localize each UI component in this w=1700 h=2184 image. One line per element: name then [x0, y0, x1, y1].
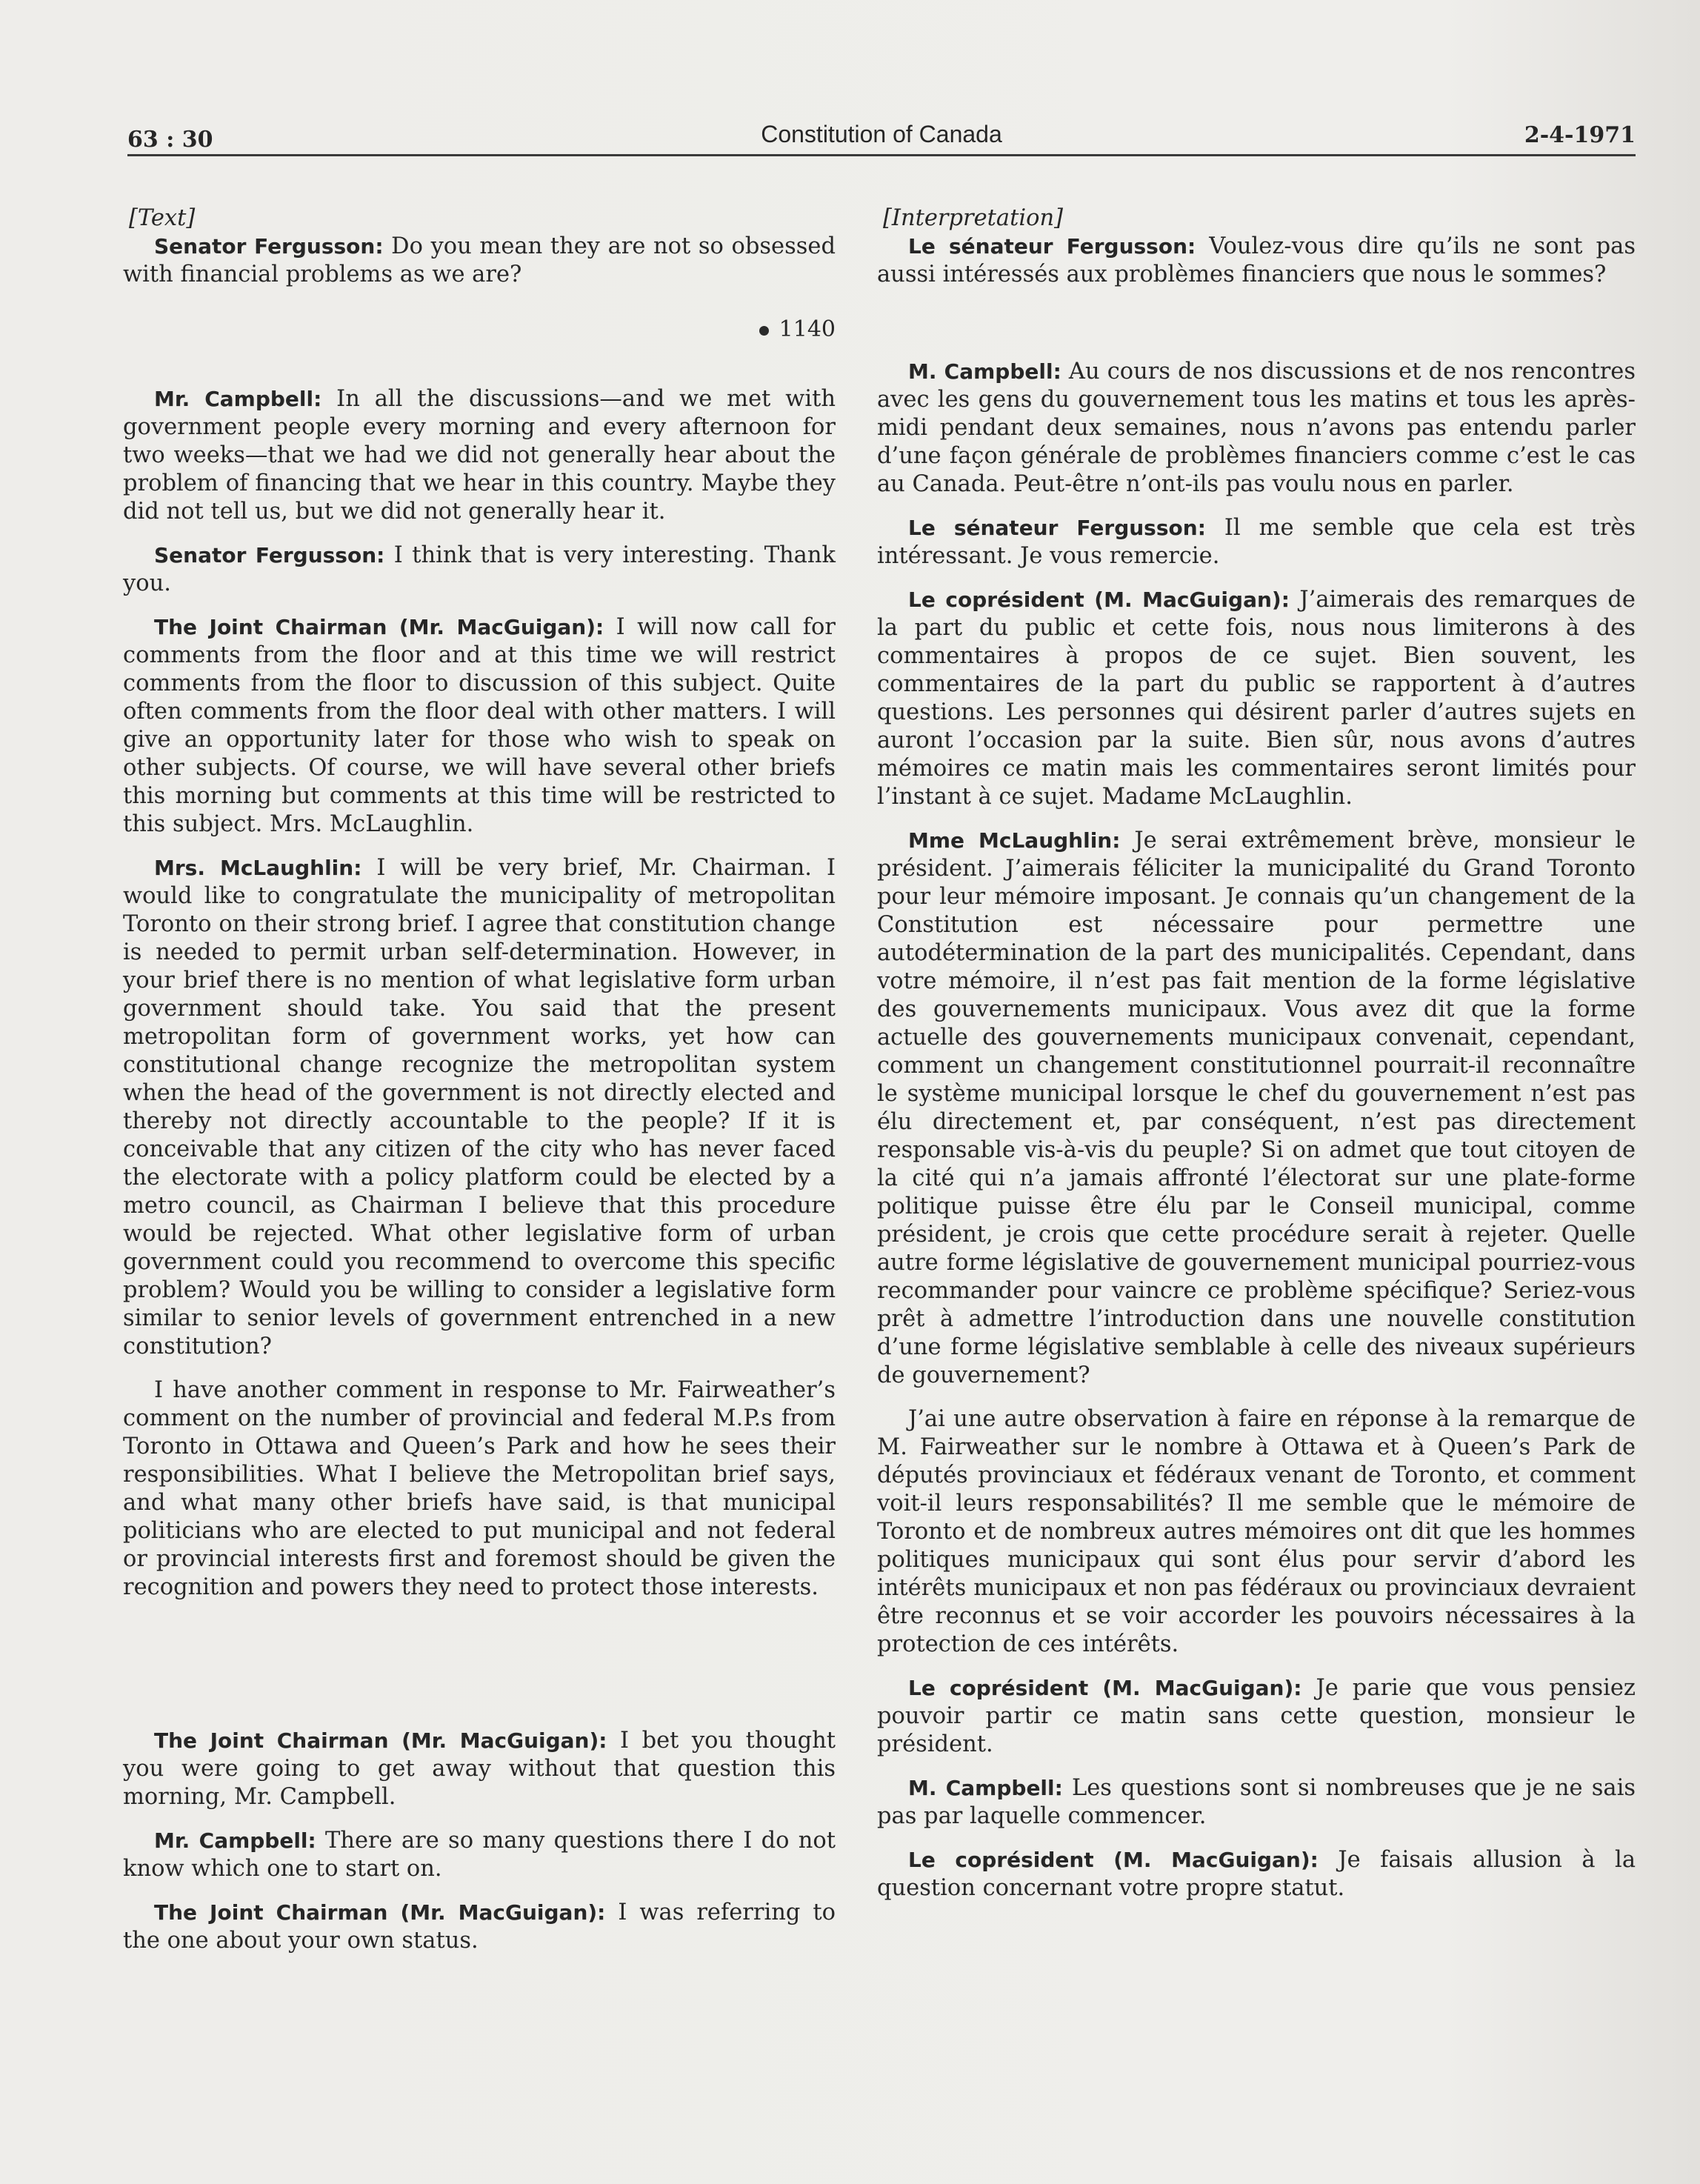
speech-paragraph — [877, 586, 1636, 811]
english-column — [123, 184, 836, 1971]
speech-paragraph — [877, 827, 1636, 1390]
speech-text: I was referring to the one about your own status. — [123, 1900, 836, 1954]
speech-paragraph — [123, 385, 836, 526]
speaker-name: Mr. Campbell: — [154, 1828, 316, 1853]
speech-text: I will be very brief, Mr. Chairman. I would like to congratulate the municipality of metropolitan Toronto on their strong brief. I agree that constitution change is needed to permit urban self-determination. However, in your brief there is no mention of what legislative form urban government should take. You said that the present metropolitan form of government works, yet how can constitutional change recognize the metropolitan system when the head of the government is not directly elected and thereby not directly accountable to the people? If it is conceivable that any citizen of the city who has never faced the electorate with a policy platform could be elected by a metro council, as Chairman I believe that this procedure would be rejected. What other legislative form of urban government could you recommend to overcome this specific problem? Would you be willing to consider a legislative form similar to senior levels of government entrenched in a new constitution? — [123, 855, 836, 1359]
bullet-icon — [759, 326, 769, 336]
column-spacer — [123, 1617, 836, 1727]
speech-text: J’aimerais des remarques de la part du public et cette fois, nous nous limiterons à des commentaires à propos de ce sujet. Bien souvent, les commentaires de la part du public se rapportent à d’autres questions. Les personnes qui désirent parler d’autres sujets en auront l’occasion par la suite. Bien sûr, nous avons d’autres mémoires ce matin mais les commentaires seront limités pour l’instant à ce sujet. Madame McLaughlin. — [877, 587, 1636, 810]
speech-text: Au cours de nos discussions et de nos rencontres avec les gens du gouvernement tous les matins et tous les après-midi pendant deux semaines, nous n’avons pas entendu parler d’une façon générale de problèmes financiers comme c’est le cas au Canada. Peut-être n’ont-ils pas voulu nous en parler. — [877, 359, 1636, 497]
speaker-name: M. Campbell: — [908, 1776, 1063, 1800]
speech-paragraph — [123, 1827, 836, 1883]
speech-text: Je serai extrêmement brève, monsieur le président. J’aimerais féliciter la municipalité du Grand Toronto pour leur mémoire imposant. Je connais qu’un changement de la Constitution est nécessaire pour permettre une autodétermination de la part des municipalités. Cependant, dans votre mémoire, il n’est pas fait mention de la forme législative des gouvernements municipaux. Vous avez dit que la forme actuelle des gouvernements municipaux convenait, cependant, comment un changement constitutionnel pourrait-il reconnaître le système municipal lorsque le chef du gouvernement n’est pas élu directement et, par conséquent, n’est pas directement responsable vis-à-vis du peuple? Si on admet que tout citoyen de la cité qui n’a jamais affronté l’électorat sur une plate-forme politique puisse être élu par le Conseil municipal, comme président, je crois que cette procédure serait à rejeter. Quelle autre forme législative de gouvernement municipal pourriez-vous recommander pour vaincre ce problème spécifique? Seriez-vous prêt à admettre l’introduction dans une nouvelle constitution d’une forme législative semblable à celle des niveaux supérieurs de gouvernement? — [877, 828, 1636, 1388]
speaker-name: Senator Fergusson: — [154, 234, 384, 259]
speech-paragraph — [123, 1376, 836, 1602]
page-number: 63 : 30 — [127, 127, 213, 153]
speaker-name: Mr. Campbell: — [154, 387, 322, 411]
speaker-name: The Joint Chairman (Mr. MacGuigan): — [154, 615, 604, 639]
speech-text: Je faisais allusion à la question concernant votre propre statut. — [877, 1847, 1636, 1901]
speech-paragraph — [123, 1899, 836, 1955]
column-spacer — [877, 304, 1636, 358]
speech-text: Do you mean they are not so obsessed with financial problems as we are? — [123, 233, 836, 287]
speech-text: Je parie que vous pensiez pouvoir partir ce matin sans cette question, monsieur le président. — [877, 1675, 1636, 1757]
speech-paragraph — [877, 1405, 1636, 1659]
speech-text: J’ai une autre observation à faire en réponse à la remarque de M. Fairweather sur le nombre à Ottawa et à Queen’s Park de députés provinciaux et fédéraux venant de Toronto, et comment voit-il leurs responsabilités? Il me semble que le mémoire de Toronto et de nombreux autres mémoires ont dit que les hommes politiques municipaux qui sont élus pour servir d’abord les intérêts municipaux et non pas fédéraux ou provinciaux devraient être reconnus et se voir accorder les pouvoirs nécessaires à la protection de ces intérêts. — [877, 1406, 1636, 1657]
speech-text: I will now call for comments from the floor and at this time we will restrict comments from the floor to discussion of this subject. Quite often comments from the floor deal with other matters. I will give an opportunity later for those who wish to speak on other subjects. Of course, we will have several other briefs this morning but comments at this time will be restricted to this subject. Mrs. McLaughlin. — [123, 614, 836, 837]
speaker-name: Le coprésident (M. MacGuigan): — [908, 587, 1290, 612]
speech-paragraph — [877, 358, 1636, 499]
time-marker — [123, 316, 836, 344]
speaker-name: Le sénateur Fergusson: — [908, 516, 1206, 540]
speech-text: I bet you thought you were going to get away without that question this morning, Mr. Campbell. — [123, 1728, 836, 1810]
speech-paragraph — [877, 1846, 1636, 1902]
speech-text: Il me semble que cela est très intéressant. Je vous remercie. — [877, 515, 1636, 569]
speech-text: I have another comment in response to Mr. Fairweather’s comment on the number of provincial and federal M.P.s from Toronto in Ottawa and Queen’s Park and how he sees their responsibilities. What I believe the Metropolitan brief says, and what many other briefs have said, is that municipal politicians who are elected to put municipal and not federal or provincial interests first and foremost should be given the recognition and powers they need to protect those interests. — [123, 1377, 836, 1600]
interpretation-label: [Interpretation] — [883, 205, 1063, 231]
speech-text: In all the discussions—and we met with government people every morning and every afternoon for two weeks—that we had we did not generally hear about the problem of financing that we hear in this country. Maybe they did not tell us, but we did not generally hear it. — [123, 386, 836, 525]
speaker-name: M. Campbell: — [908, 359, 1061, 384]
speaker-name: Mme McLaughlin: — [908, 828, 1121, 853]
speaker-name: The Joint Chairman (Mr. MacGuigan): — [154, 1728, 607, 1753]
speaker-name: Le coprésident (M. MacGuigan): — [908, 1848, 1319, 1872]
speech-text: Voulez-vous dire qu’ils ne sont pas aussi intéressés aux problèmes financiers que nous le sommes? — [877, 233, 1636, 287]
speaker-name: The Joint Chairman (Mr. MacGuigan): — [154, 1900, 606, 1925]
speech-paragraph — [123, 1727, 836, 1811]
header-date: 2-4-1971 — [1524, 122, 1636, 148]
speaker-name: Senator Fergusson: — [154, 543, 385, 567]
speech-text: I think that is very interesting. Thank you. — [123, 542, 836, 596]
speech-paragraph — [123, 854, 836, 1361]
speaker-name: Le sénateur Fergusson: — [908, 234, 1196, 259]
speech-paragraph — [877, 1774, 1636, 1831]
speech-paragraph — [123, 542, 836, 598]
speech-paragraph — [877, 514, 1636, 570]
text-label: [Text] — [129, 205, 196, 231]
speech-paragraph — [877, 233, 1636, 289]
page-header — [127, 95, 1636, 156]
publication-title: Constitution of Canada — [761, 121, 1002, 147]
speech-text: There are so many questions there I do not know which one to start on. — [123, 1828, 836, 1882]
speaker-name: Mrs. McLaughlin: — [154, 856, 362, 880]
speech-text: Les questions sont si nombreuses que je ne sais pas par laquelle commencer. — [877, 1775, 1636, 1829]
speech-paragraph — [123, 233, 836, 289]
french-column — [877, 184, 1636, 1918]
time-marker-value: 1140 — [779, 316, 836, 342]
speech-paragraph — [877, 1674, 1636, 1759]
speaker-name: Le coprésident (M. MacGuigan): — [908, 1676, 1302, 1700]
speech-paragraph — [123, 613, 836, 839]
